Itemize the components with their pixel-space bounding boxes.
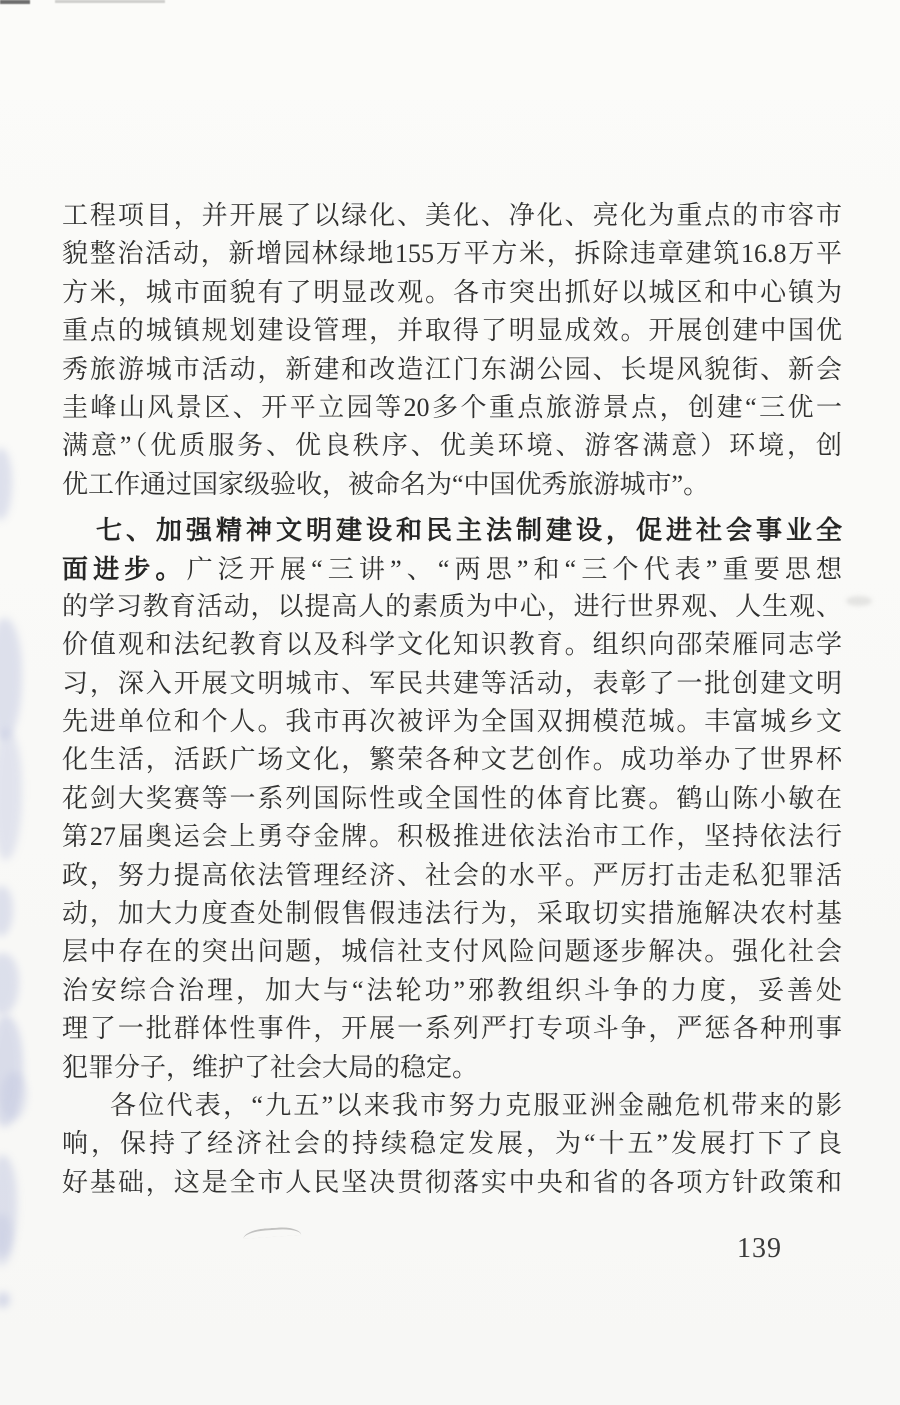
text-line: 优工作通过国家级验收，被命名为“中国优秀旅游城市”。	[62, 469, 710, 499]
text-line: 化生活，活跃广场文化，繁荣各种文艺创作。成功举办了世界杯	[62, 745, 842, 775]
text-line: 工程项目，并开展了以绿化、美化、净化、亮化为重点的市容市	[62, 201, 842, 230]
text-line: 动，加大力度查处制假售假违法行为，采取切实措施解决农村基	[62, 899, 842, 929]
text-line: 重点的城镇规划建设管理，并取得了明显成效。开展创建中国优	[62, 316, 842, 346]
text-line: 治安综合治理，加大与“法轮功”邪教组织斗争的力度，妥善处	[62, 975, 842, 1005]
text-line: 七、加强精神文明建设和民主法制建设，促进社会事业全	[96, 515, 842, 546]
text-line: 方米，城市面貌有了明显改观。各市突出抓好以城区和中心镇为	[62, 277, 842, 307]
scan-stain	[0, 728, 22, 860]
text-line: 第27届奥运会上勇夺金牌。积极推进依法治市工作，坚持依法行	[62, 822, 842, 852]
scan-stain	[0, 618, 22, 740]
scan-smudge	[846, 596, 872, 606]
text-line: 层中存在的突出问题，城信社支付风险问题逐步解决。强化社会	[62, 937, 842, 967]
text-line: 好基础，这是全市人民坚决贯彻落实中央和省的各项方针政策和	[62, 1167, 842, 1197]
scan-stain	[0, 1292, 10, 1308]
text-line: 各位代表，“九五”以来我市努力克服亚洲金融危机带来的影	[110, 1090, 842, 1120]
text-line: 的学习教育活动，以提高人的素质为中心，进行世界观、人生观、	[62, 591, 842, 621]
text-line: 满意”（优质服务、优良秩序、优美环境、游客满意）环境，创	[62, 431, 842, 461]
scan-stain	[1, 1072, 27, 1120]
text-line: 政，努力提高依法管理经济、社会的水平。严厉打击走私犯罪活	[62, 860, 842, 890]
pencil-mark	[243, 1226, 301, 1239]
text-line: 价值观和法纪教育以及科学文化知识教育。组织向邵荣雁同志学	[62, 630, 842, 660]
text-line: 圭峰山风景区、开平立园等20多个重点旅游景点，创建“三优一	[62, 392, 842, 422]
scan-stain	[0, 886, 13, 936]
corner-scan-mark	[0, 0, 30, 4]
text-line: 貌整治活动，新增园林绿地155万平方米，拆除违章建筑16.8万平	[62, 239, 842, 269]
text-line: 犯罪分子，维护了社会大局的稳定。	[62, 1052, 479, 1082]
text-body	[62, 197, 842, 1202]
text-line: 理了一批群体性事件，开展一系列严打专项斗争，严惩各种刑事	[62, 1014, 842, 1044]
bold-text-run: 面进步。	[62, 553, 187, 584]
text-line: 秀旅游城市活动，新建和改造江门东湖公园、长堤风貌街、新会	[62, 354, 842, 384]
page-number: 139	[737, 1233, 782, 1264]
text-line: 花剑大奖赛等一系列国际性或全国性的体育比赛。鹤山陈小敏在	[62, 783, 842, 813]
text-line: 面进步。广泛开展“三讲”、“两思”和“三个代表”重要思想	[62, 553, 842, 584]
corner-scan-mark	[55, 0, 165, 3]
scan-stain	[0, 953, 19, 1015]
text-line: 先进单位和个人。我市再次被评为全国双拥模范城。丰富城乡文	[62, 707, 842, 737]
text-line: 响，保持了经济社会的持续稳定发展，为“十五”发展打下了良	[62, 1129, 842, 1159]
text-line: 习，深入开展文明城市、军民共建等活动，表彰了一批创建文明	[62, 668, 842, 698]
scan-stain	[0, 448, 12, 520]
